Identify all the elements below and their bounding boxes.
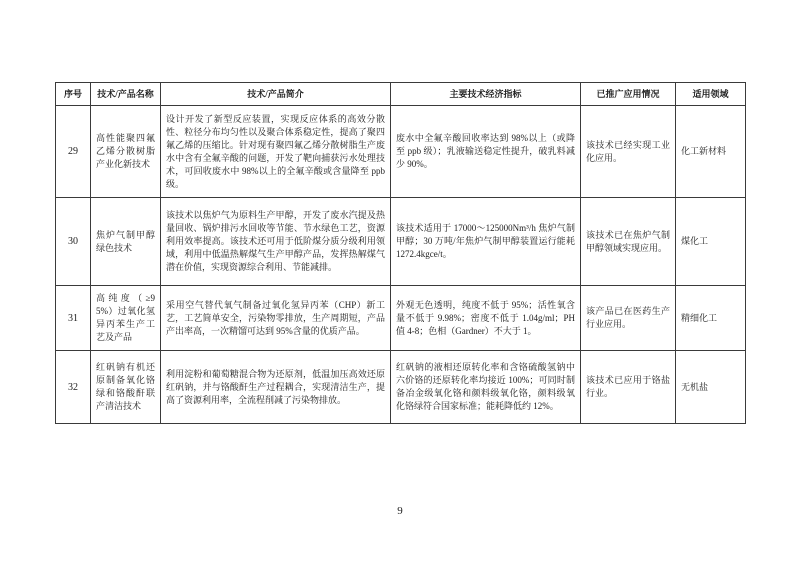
economic-indicators: 红矾钠的液相还原转化率和含铬硫酸氢钠中六价铬的还原转化率均接近 100%；可同时制备冶金级氧化铬和颜料级氧化铬，颜料级氧化铬绿符合国家标准；能耗降低约 12%。 (391, 351, 581, 424)
header-product-intro: 技术/产品简介 (161, 83, 391, 106)
table-row (56, 351, 746, 424)
header-product-name: 技术/产品名称 (91, 83, 161, 106)
product-intro: 设计开发了新型反应装置，实现反应体系的高效分散性、粒径分布均匀性以及聚合体系稳定性，提高了聚四氟乙烯的压缩比。针对现有聚四氟乙烯分散树脂生产废水中含有全氟辛酸的问题，开发了靶向捕获污水处理技术，可回收废水中 98%以上的全氟辛酸或含量降至 ppb 级。 (161, 106, 391, 198)
applicable-field: 无机盐 (676, 351, 746, 424)
applicable-field: 化工新材料 (676, 106, 746, 198)
economic-indicators: 该技术适用于 17000～125000Nm³/h 焦炉气制甲醇；30 万吨/年焦炉气制甲醇装置运行能耗 1272.4kgce/t。 (391, 198, 581, 286)
header-serial-number: 序号 (56, 83, 91, 106)
product-name: 高性能聚四氟乙烯分散树脂产业化新技术 (91, 106, 161, 198)
header-economic-indicators: 主要技术经济指标 (391, 83, 581, 106)
serial-number: 32 (56, 351, 91, 424)
product-name: 红矾钠有机还原制备氧化铬绿和铬酸酐联产清洁技术 (91, 351, 161, 424)
applicable-field: 精细化工 (676, 286, 746, 351)
table-row (56, 286, 746, 351)
application-status: 该技术已经实现工业化应用。 (581, 106, 676, 198)
serial-number: 30 (56, 198, 91, 286)
product-name: 高纯度（≥95%）过氧化氢异丙苯生产工艺及产品 (91, 286, 161, 351)
serial-number: 29 (56, 106, 91, 198)
page-number: 9 (397, 505, 403, 517)
product-name: 焦炉气制甲醇绿色技术 (91, 198, 161, 286)
table-header-row (56, 83, 746, 106)
application-status: 该技术已应用于铬盐行业。 (581, 351, 676, 424)
product-intro: 采用空气替代氧气制备过氧化氢异丙苯（CHP）新工艺，工艺简单安全，污染物零排放，生产周期短，产品产出率高，一次精馏可达到 95%含量的优质产品。 (161, 286, 391, 351)
applicable-field: 煤化工 (676, 198, 746, 286)
technology-table (55, 82, 746, 424)
header-applicable-field: 适用领域 (676, 83, 746, 106)
product-intro: 该技术以焦炉气为原料生产甲醇，开发了废水汽提及热量回收、锅炉排污水回收等节能、节水绿色工艺，资源利用效率提高。该技术还可用于低阶煤分质分级利用领域，利用中低温热解煤气生产甲醇产品，发挥热解煤气潜在价值，实现资源综合利用、节能减排。 (161, 198, 391, 286)
serial-number: 31 (56, 286, 91, 351)
economic-indicators: 外观无色透明，纯度不低于 95%；活性氧含量不低于 9.98%；密度不低于 1.04g/ml；PH 值 4-8；色相（Gardner）不大于 1。 (391, 286, 581, 351)
application-status: 该产品已在医药生产行业应用。 (581, 286, 676, 351)
economic-indicators: 废水中全氟辛酸回收率达到 98%以上（或降至 ppb 级）；乳液输送稳定性提升，破乳料减少 90%。 (391, 106, 581, 198)
table-row (56, 198, 746, 286)
header-application-status: 已推广应用情况 (581, 83, 676, 106)
table-row (56, 106, 746, 198)
application-status: 该技术已在焦炉气制甲醇领域实现应用。 (581, 198, 676, 286)
product-intro: 利用淀粉和葡萄糖混合物为还原剂，低温加压高效还原红矾钠，并与铬酸酐生产过程耦合，实现清洁生产，提高了资源利用率，全流程削减了污染物排放。 (161, 351, 391, 424)
